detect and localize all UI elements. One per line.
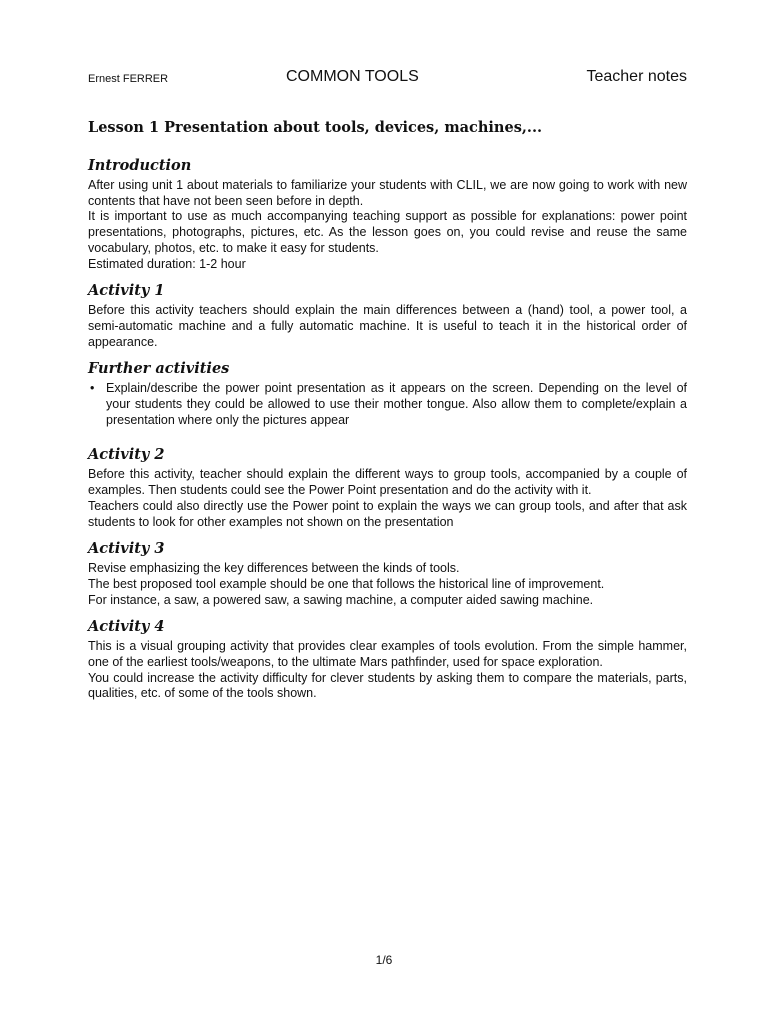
- paragraph: Teachers could also directly use the Power point to explain the ways we can group tools, and after that ask students to look for other examples not shown on the presentation: [88, 498, 687, 529]
- section-introduction: [88, 156, 687, 272]
- lesson-title: Lesson 1 Presentation about tools, devices, machines,...: [88, 119, 543, 136]
- paragraph: Estimated duration: 1-2 hour: [88, 256, 246, 271]
- section-activity-2: [88, 445, 687, 530]
- header-author: Ernest FERRER: [88, 73, 169, 85]
- section-activity-1: [88, 281, 687, 350]
- paragraph: This is a visual grouping activity that provides clear examples of tools evolution. From the simple hammer, one of the earliest tools/weapons, to the ultimate Mars pathfinder, used for space exploration.: [88, 639, 687, 670]
- section-activity-4: [88, 617, 687, 702]
- page-header: [88, 64, 687, 92]
- page-number: 1/6: [375, 953, 393, 967]
- paragraph: Before this activity, teacher should explain the different ways to group tools, accompanied by a couple of examples. Then students could see the Power Point presentation and do the activity with it.: [88, 467, 687, 498]
- section-heading-activity-2: Activity 2: [88, 446, 165, 464]
- section-heading-further-activities: Further activities: [88, 360, 230, 378]
- paragraph: After using unit 1 about materials to familiarize your students with CLIL, we are now going to work with new contents that have not been seen before in depth.: [88, 178, 687, 208]
- bullet-icon: •: [90, 381, 95, 396]
- section-further-activities: [88, 359, 687, 428]
- paragraph: For instance, a saw, a powered saw, a sawing machine, a computer aided sawing machine.: [88, 592, 594, 607]
- paragraph: Before this activity teachers should explain the main differences between a (hand) tool, a power tool, a semi-automatic machine and a fully automatic machine. It is useful to teach it in the historical order of appearance.: [88, 303, 687, 349]
- paragraph: You could increase the activity difficulty for clever students by asking them to compare the materials, parts, qualities, etc. of some of the tools shown.: [88, 670, 687, 701]
- header-notes-label: Teacher notes: [586, 68, 687, 85]
- section-heading-activity-1: Activity 1: [88, 282, 165, 300]
- paragraph: It is important to use as much accompanying teaching support as possible for explanations: power point presentations, photographs, pictures, etc. As the lesson goes on, you could revise and reuse the same vocabulary, photos, etc. to make it easy for students.: [88, 209, 687, 255]
- section-heading-activity-4: Activity 4: [88, 618, 165, 636]
- section-activity-3: [88, 539, 687, 608]
- paragraph: The best proposed tool example should be one that follows the historical line of improvement.: [88, 576, 605, 591]
- list-item: [88, 381, 687, 428]
- document-body: [88, 118, 687, 711]
- section-heading-activity-3: Activity 3: [88, 540, 165, 558]
- section-heading-introduction: Introduction: [88, 157, 192, 174]
- bullet-list: [88, 381, 687, 428]
- paragraph: Revise emphasizing the key differences between the kinds of tools.: [88, 561, 460, 576]
- list-item-text: Explain/describe the power point presentation as it appears on the screen. Depending on the level of your students they could be allowed to use their mother tongue. Also allow them to complete/explain a presentation where only the pictures appear: [106, 381, 687, 427]
- header-title: COMMON TOOLS: [286, 68, 419, 85]
